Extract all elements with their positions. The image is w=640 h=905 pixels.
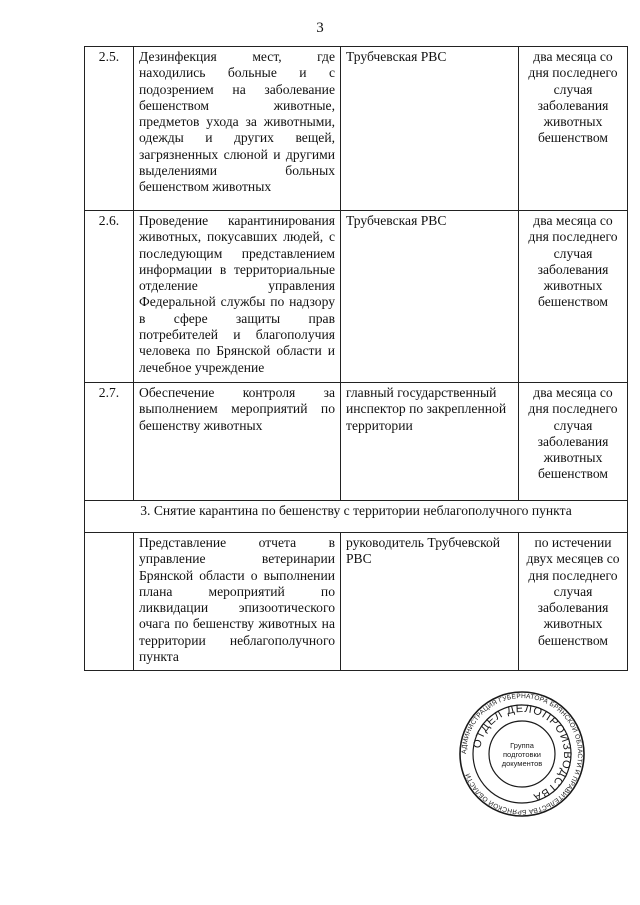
action-cell: Проведение карантинирования животных, покусавших людей, с последующим представлением информации в территориальные отделение управления Федеральной службы по надзору в сфере защиты прав потребителей и благополучия человека по Брянской области и лечебное учреждение: [134, 211, 341, 383]
table-row: [85, 47, 628, 211]
stamp-center-line-1: Группа: [510, 741, 534, 750]
section-header-row: [85, 501, 628, 533]
row-number: 2.6.: [85, 211, 134, 383]
stamp-outer-text: АДМИНИСТРАЦИЯ ГУБЕРНАТОРА БРЯНСКОЙ ОБЛАСТИ И ПРАВИТЕЛЬСТВА БРЯНСКОЙ ОБЛАСТИ: [460, 692, 584, 816]
action-cell: Дезинфекция мест, где находились больные и с подозрением на заболевание бешенством животные, предметов ухода за животными, одежды и других вещей, загрязненных слюной и другими выделениями больных бешенством животных: [134, 47, 341, 211]
department-stamp: [458, 690, 586, 818]
stamp-center-line-2: подготовки: [503, 750, 541, 759]
table-row: [85, 211, 628, 383]
stamp-middle-text: ОТДЕЛ ДЕЛОПРОИЗВОДСТВА: [471, 702, 574, 804]
row-number: 2.5.: [85, 47, 134, 211]
term-cell: два месяца со дня последнего случая заболевания животных бешенством: [519, 47, 628, 211]
action-cell: Представление отчета в управление ветеринарии Брянской области о выполнении плана мероприятий по ликвидации эпизоотического очага по бешенству животных на территории неблагополучного пункта: [134, 533, 341, 671]
measures-table: [84, 46, 628, 671]
table-row: [85, 533, 628, 671]
section-title: 3. Снятие карантина по бешенству с территории неблагополучного пункта: [85, 501, 628, 533]
page-number: 3: [316, 20, 324, 36]
row-number: [85, 533, 134, 671]
row-number: 2.7.: [85, 383, 134, 501]
executor-cell: Трубчевская РВС: [341, 211, 519, 383]
action-cell: Обеспечение контроля за выполнением мероприятий по бешенству животных: [134, 383, 341, 501]
table-row: [85, 383, 628, 501]
term-cell: по истечении двух месяцев со дня последнего случая заболевания животных бешенством: [519, 533, 628, 671]
term-cell: два месяца со дня последнего случая заболевания животных бешенством: [519, 211, 628, 383]
executor-cell: главный государственный инспектор по закрепленной территории: [341, 383, 519, 501]
executor-cell: Трубчевская РВС: [341, 47, 519, 211]
term-cell: два месяца со дня последнего случая заболевания животных бешенством: [519, 383, 628, 501]
executor-cell: руководитель Трубчевской РВС: [341, 533, 519, 671]
stamp-center-line-3: документов: [501, 759, 543, 768]
